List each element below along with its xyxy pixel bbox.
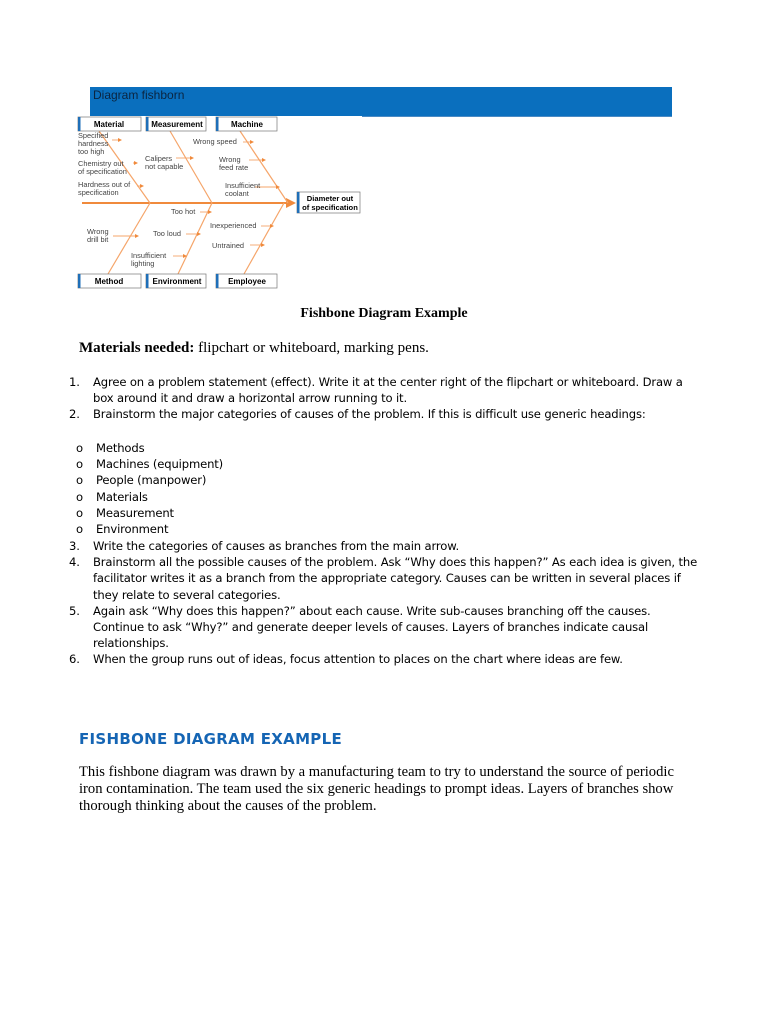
effect-box (297, 192, 360, 213)
category-box-environment (146, 274, 206, 288)
list-number: 5. (69, 603, 80, 618)
bullet: o (76, 473, 83, 488)
cause-wrong-drill-bit: Wrong drill bit (87, 227, 109, 244)
effect-label-line1: Diameter out (306, 194, 354, 203)
category-box-method (78, 274, 141, 288)
list-text: Write the categories of causes as branches from the main arrow. (93, 539, 459, 553)
cause-insufficient-lighting: Insufficient lighting (131, 251, 167, 268)
figure-caption: Fishbone Diagram Example (300, 306, 468, 321)
list-text: Methods (96, 441, 145, 455)
steps-list-b (64, 538, 704, 668)
category-label-machine: Machine (230, 120, 264, 129)
fishbone-diagram (0, 0, 768, 300)
cause-hardness-out: Hardness out of specification (78, 180, 131, 197)
cause-inexperienced: Inexperienced (210, 221, 257, 230)
cause-untrained: Untrained (212, 241, 245, 250)
list-number: 6. (69, 652, 80, 667)
list-text: Brainstorm all the possible causes of the problem. Ask “Why does this happen?” As each idea is given, the facilitator writes it as a branch from the appropriate category. Causes can be written in several places if they relate to several categories. (93, 555, 698, 602)
list-text: Machines (equipment) (96, 457, 224, 472)
cause-too-loud: Too loud (153, 229, 181, 238)
list-number: 3. (69, 539, 80, 553)
effect-label-line2: of specification (302, 203, 358, 212)
list-item (64, 554, 704, 603)
generic-headings-list (64, 440, 704, 537)
cause-specified-hardness: Specified hardness too high (78, 131, 109, 156)
list-text: Brainstorm the major categories of causes of the problem. If this is difficult use generic headings: (93, 407, 646, 422)
list-number: 1. (69, 375, 80, 389)
bullet: o (76, 457, 83, 472)
bullet: o (76, 522, 83, 537)
list-item (64, 651, 704, 667)
category-label-method: Method (94, 277, 124, 286)
materials-needed (79, 340, 429, 357)
category-box-employee (216, 274, 277, 288)
cause-wrong-speed: Wrong speed (193, 137, 237, 146)
category-box-machine (216, 117, 277, 131)
materials-label: Materials needed: (79, 340, 195, 356)
category-label-measurement: Measurement (151, 120, 203, 129)
category-box-material (78, 117, 141, 131)
list-item (64, 440, 704, 456)
list-item (64, 521, 704, 537)
list-text: Materials (96, 489, 148, 504)
materials-text: flipchart or whiteboard, marking pens. (194, 340, 429, 356)
list-item (64, 538, 704, 554)
list-item (64, 456, 704, 472)
bullet: o (76, 505, 83, 520)
list-text: Measurement (96, 505, 174, 520)
bullet: o (76, 441, 83, 455)
list-text: Agree on a problem statement (effect). Write it at the center right of the flipchart or whiteboard. Draw a box around it and draw a horizontal arrow running to it. (93, 375, 683, 406)
steps-list-a (64, 374, 704, 423)
list-number: 4. (69, 555, 80, 570)
list-number: 2. (69, 407, 80, 422)
cause-calipers: Calipers not capable (145, 154, 184, 171)
bullet: o (76, 489, 83, 504)
cause-wrong-feed-rate: Wrong feed rate (219, 155, 249, 172)
bone-employee (244, 203, 284, 274)
list-item (64, 603, 704, 652)
list-item (64, 489, 704, 505)
list-item (64, 505, 704, 521)
list-text: People (manpower) (96, 473, 207, 488)
list-item (64, 472, 704, 488)
list-text: When the group runs out of ideas, focus attention to places on the chart where ideas are few. (93, 652, 623, 667)
example-paragraph: This fishbone diagram was drawn by a manufacturing team to try to understand the source of periodic iron contamination. The team used the six generic headings to prompt ideas. Layers of branches show thorough thinking about the causes of the problem. (79, 764, 674, 814)
example-heading: FISHBONE DIAGRAM EXAMPLE (79, 730, 342, 748)
list-item (64, 374, 704, 406)
category-label-environment: Environment (152, 277, 202, 286)
cause-chemistry: Chemistry out of specification (78, 159, 127, 176)
category-box-measurement (146, 117, 206, 131)
category-label-material: Material (93, 120, 125, 129)
diagram-title: Diagram fishborn (93, 88, 185, 102)
list-text: Again ask “Why does this happen?” about each cause. Write sub-causes branching off the causes. Continue to ask “Why?” and generate deeper levels of causes. Layers of branches indicate causal relationships. (93, 603, 651, 651)
category-label-employee: Employee (228, 277, 266, 286)
cause-too-hot: Too hot (171, 207, 196, 216)
list-item (64, 406, 704, 422)
cause-insufficient-coolant: Insufficient coolant (225, 181, 261, 198)
list-text: Environment (96, 522, 169, 537)
